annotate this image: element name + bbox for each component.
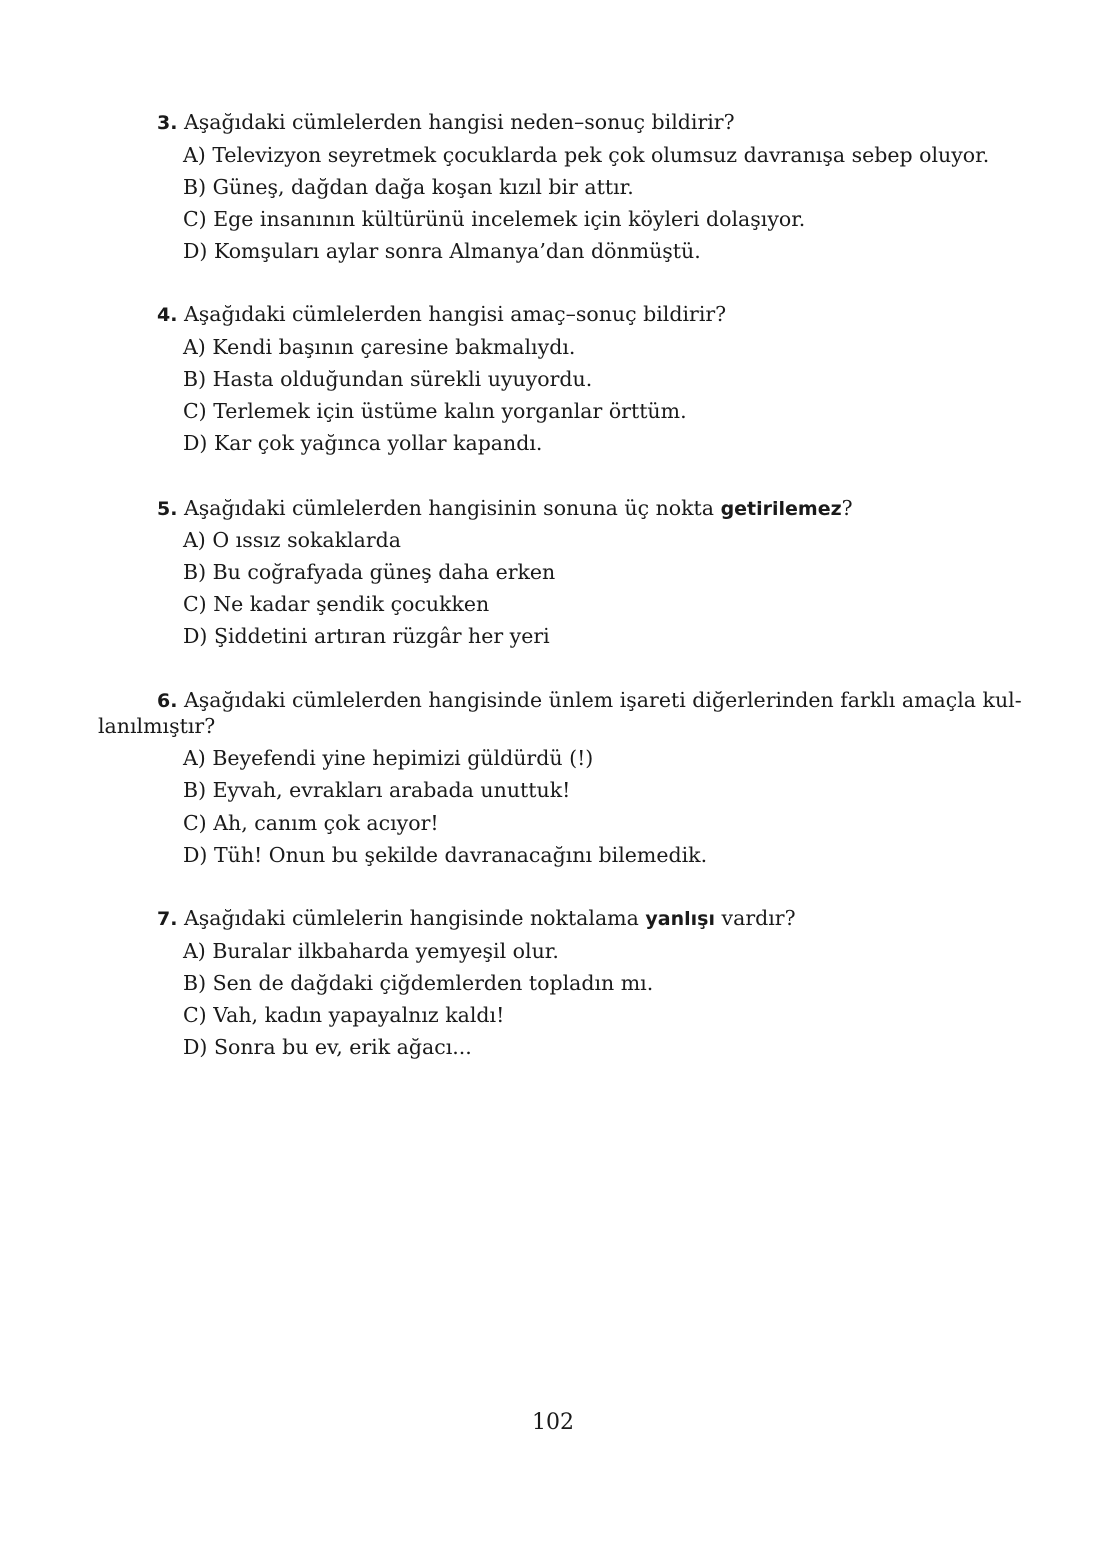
option-a: A) Televizyon seyretmek çocuklarda pek çok olumsuz davranışa sebep oluyor. [183,143,990,167]
question-4-prompt [157,302,726,327]
option-d: D) Kar çok yağınca yollar kapandı. [183,431,543,455]
option-c: C) Vah, kadın yapayalnız kaldı! [183,1003,505,1027]
option-a: A) Kendi başının çaresine bakmalıydı. [183,335,576,359]
option-b: B) Güneş, dağdan dağa koşan kızıl bir attır. [183,175,634,199]
question-text: Aşağıdaki cümlelerden hangisinde ünlem işareti diğerlerinden farklı amaçla kul- [183,688,1022,712]
option-c: C) Ne kadar şendik çocukken [183,592,490,616]
option-b: B) Eyvah, evrakları arabada unuttuk! [183,778,571,802]
question-text-end: ? [841,496,853,520]
option-d: D) Komşuları aylar sonra Almanya’dan dönmüştü. [183,239,701,263]
option-c: C) Ah, canım çok acıyor! [183,811,439,835]
option-b: B) Sen de dağdaki çiğdemlerden topladın mı. [183,971,654,995]
question-6-prompt-line-1 [157,688,1022,713]
question-number: 6. [157,690,178,712]
question-number: 5. [157,498,178,520]
option-a: A) Beyefendi yine hepimizi güldürdü (!) [183,746,594,770]
question-number: 3. [157,112,178,134]
question-number: 7. [157,908,178,930]
question-text-end: vardır? [721,906,796,930]
question-text: Aşağıdaki cümlelerin hangisinde noktalama [183,906,639,930]
emphasized-word: getirilemez [720,498,842,520]
option-d: D) Tüh! Onun bu şekilde davranacağını bilemedik. [183,843,708,867]
page-number: 102 [532,1410,574,1435]
question-text: Aşağıdaki cümlelerden hangisi neden–sonuç bildirir? [183,110,735,134]
question-3-prompt [157,110,735,135]
option-b: B) Bu coğrafyada güneş daha erken [183,560,556,584]
option-a: A) O ıssız sokaklarda [183,528,401,552]
option-d: D) Şiddetini artıran rüzgâr her yeri [183,624,550,648]
option-c: C) Terlemek için üstüme kalın yorganlar örttüm. [183,399,687,423]
question-5-prompt [157,496,853,521]
question-number: 4. [157,304,178,326]
option-a: A) Buralar ilkbaharda yemyeşil olur. [183,939,559,963]
emphasized-word: yanlışı [645,908,715,930]
option-c: C) Ege insanının kültürünü incelemek için köyleri dolaşıyor. [183,207,806,231]
question-text: Aşağıdaki cümlelerden hangisinin sonuna üç nokta [183,496,715,520]
question-6-prompt-line-2: lanılmıştır? [98,714,216,738]
option-d: D) Sonra bu ev, erik ağacı... [183,1035,472,1059]
option-b: B) Hasta olduğundan sürekli uyuyordu. [183,367,593,391]
question-text: Aşağıdaki cümlelerden hangisi amaç–sonuç bildirir? [183,302,727,326]
question-7-prompt [157,906,796,931]
